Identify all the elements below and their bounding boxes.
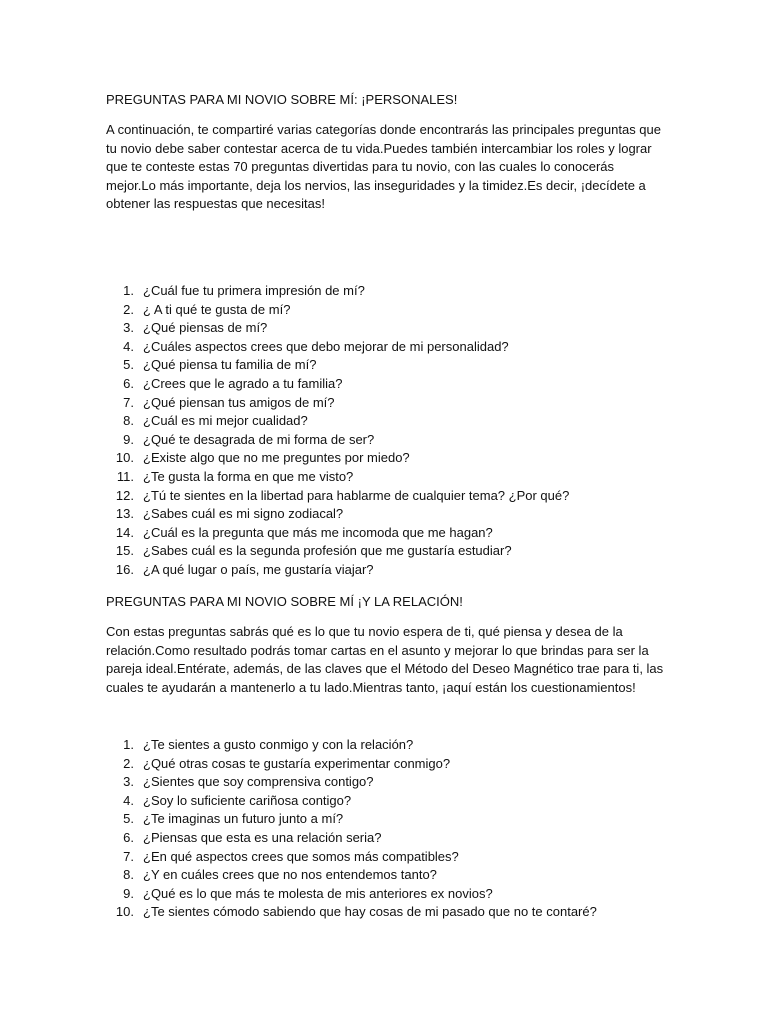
list-item-text: ¿En qué aspectos crees que somos más compatibles? — [143, 848, 459, 864]
list-item-text: ¿Existe algo que no me preguntes por miedo? — [143, 450, 410, 466]
list-item-text: ¿Cuál es mi mejor cualidad? — [143, 413, 308, 429]
list-item-text: ¿Cuáles aspectos crees que debo mejorar de mi personalidad? — [143, 338, 509, 354]
list-item-number: 7. — [123, 848, 134, 864]
list-item — [106, 885, 597, 904]
list-item — [106, 338, 569, 357]
list-item-number: 3. — [123, 320, 134, 336]
list-item-number: 2. — [123, 301, 134, 317]
list-item — [106, 810, 597, 829]
list-item-number: 5. — [123, 811, 134, 827]
list-item — [106, 487, 569, 506]
list-item-number: 6. — [123, 375, 134, 391]
list-item-number: 9. — [123, 885, 134, 901]
list-item — [106, 319, 569, 338]
list-item — [106, 903, 597, 922]
list-item-text: ¿Te gusta la forma en que me visto? — [143, 468, 354, 484]
list-item-text: ¿Qué es lo que más te molesta de mis anteriores ex novios? — [143, 885, 493, 901]
list-item-text: ¿Piensas que esta es una relación seria? — [143, 829, 382, 845]
list-item-text: ¿Qué piensas de mí? — [143, 320, 268, 336]
list-item-number: 16. — [115, 561, 134, 577]
list-item-number: 1. — [123, 283, 134, 298]
list-item-number: 8. — [123, 413, 134, 429]
list-item — [106, 301, 569, 320]
intro-paragraph-personal: A continuación, te compartiré varias categorías donde encontrarás las principales preguntas que tu novio debe saber contestar acerca de tu vida.Puedes también intercambiar los roles y lograr que te conteste estas 70 preguntas divertidas para tu novio, con las cuales lo conocerás mejor.Lo más importante, deja los nervios, las inseguridades y la timidez.Es decir, ¡decídete a obtener las respuestas que necesitas! — [106, 122, 661, 212]
list-item-text: ¿Sabes cuál es la segunda profesión que me gustaría estudiar? — [143, 543, 512, 559]
list-item-number: 9. — [123, 431, 134, 447]
list-item-number: 15. — [115, 543, 134, 559]
list-item-text: ¿Sientes que soy comprensiva contigo? — [143, 774, 374, 790]
intro-paragraph-relationship: Con estas preguntas sabrás qué es lo que tu novio espera de ti, qué piensa y desea de la relación.Como resultado podrás tomar cartas en el asunto y mejorar lo que brindas para ser la pareja ideal.Entérate, además, de las claves que el Método del Deseo Magnético trae para ti, las cuales te ayudarán a mantenerlo a tu lado.Mientras tanto, ¡aquí están los cuestionamientos! — [106, 624, 664, 695]
list-item-text: ¿Cuál es la pregunta que más me incomoda que me hagan? — [143, 524, 493, 540]
list-item-number: 11. — [116, 468, 134, 484]
list-item-text: ¿Y en cuáles crees que no nos entendemos tanto? — [143, 867, 437, 883]
list-item-text: ¿Qué otras cosas te gustaría experimentar conmigo? — [143, 755, 451, 771]
list-item-number: 10. — [115, 904, 134, 920]
list-item — [106, 829, 597, 848]
list-item — [106, 524, 569, 543]
list-item-number: 4. — [123, 338, 134, 354]
list-item-number: 7. — [123, 394, 134, 410]
list-item — [106, 282, 569, 301]
list-item-text: ¿Qué piensa tu familia de mí? — [143, 357, 317, 373]
list-item-text: ¿Qué te desagrada de mi forma de ser? — [143, 431, 375, 447]
list-item — [106, 505, 569, 524]
list-item-number: 5. — [123, 357, 134, 373]
section-heading-relationship: PREGUNTAS PARA MI NOVIO SOBRE MÍ ¡Y LA RELACIÓN! — [106, 594, 463, 609]
section-heading-personal: PREGUNTAS PARA MI NOVIO SOBRE MÍ: ¡PERSONALES! — [106, 92, 458, 107]
list-item-text: ¿ A ti qué te gusta de mí? — [143, 301, 291, 317]
list-item-number: 3. — [123, 774, 134, 790]
list-item — [106, 866, 597, 885]
question-list-relationship — [106, 736, 597, 922]
list-item-text: ¿Qué piensan tus amigos de mí? — [143, 394, 335, 410]
list-item — [106, 394, 569, 413]
list-item — [106, 449, 569, 468]
list-item — [106, 542, 569, 561]
list-item-text: ¿Te sientes cómodo sabiendo que hay cosas de mi pasado que no te contaré? — [143, 904, 597, 920]
list-item-text: ¿Tú te sientes en la libertad para hablarme de cualquier tema? ¿Por qué? — [143, 487, 570, 503]
list-item — [106, 561, 569, 580]
list-item — [106, 431, 569, 450]
list-item — [106, 468, 569, 487]
list-item-number: 14. — [115, 524, 134, 540]
question-list-personal — [106, 282, 569, 580]
list-item — [106, 356, 569, 375]
list-item-text: ¿Soy lo suficiente cariñosa contigo? — [143, 792, 352, 808]
list-item-number: 2. — [123, 755, 134, 771]
list-item-number: 4. — [123, 792, 134, 808]
list-item — [106, 773, 597, 792]
list-item-number: 10. — [115, 450, 134, 466]
list-item — [106, 755, 597, 774]
list-item-text: ¿Te imaginas un futuro junto a mí? — [143, 811, 344, 827]
list-item-text: ¿Cuál fue tu primera impresión de mí? — [143, 283, 365, 298]
list-item — [106, 736, 597, 755]
list-item — [106, 375, 569, 394]
list-item — [106, 848, 597, 867]
list-item-text: ¿A qué lugar o país, me gustaría viajar? — [143, 561, 374, 577]
list-item-text: ¿Te sientes a gusto conmigo y con la relación? — [143, 737, 414, 752]
list-item-number: 6. — [123, 829, 134, 845]
list-item-number: 8. — [123, 867, 134, 883]
list-item-number: 12. — [115, 487, 134, 503]
list-item-text: ¿Sabes cuál es mi signo zodiacal? — [143, 506, 344, 522]
list-item-number: 13. — [115, 506, 134, 522]
list-item — [106, 792, 597, 811]
list-item-text: ¿Crees que le agrado a tu familia? — [143, 375, 343, 391]
list-item — [106, 412, 569, 431]
list-item-number: 1. — [123, 737, 134, 752]
